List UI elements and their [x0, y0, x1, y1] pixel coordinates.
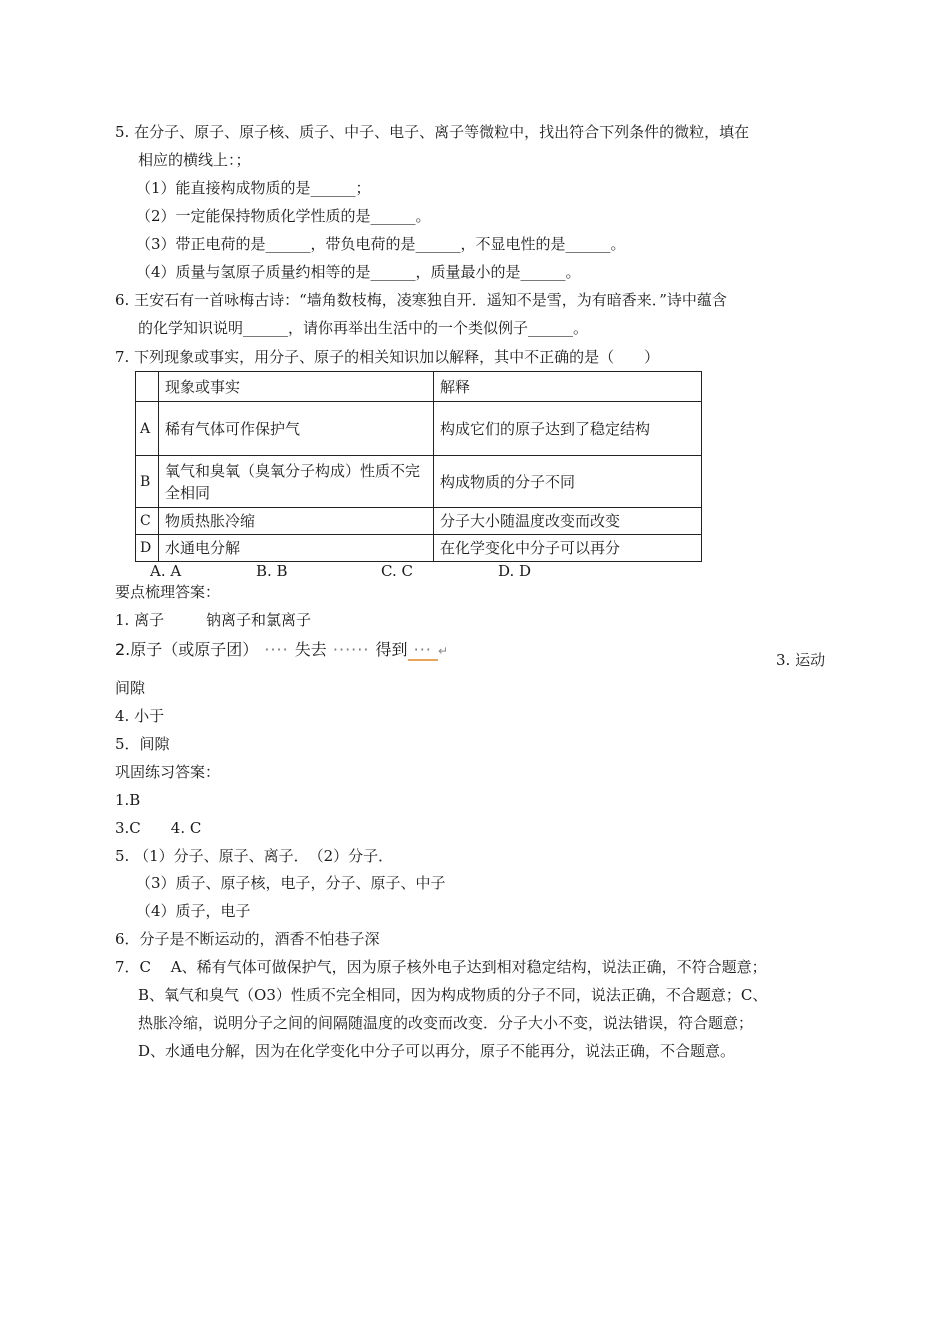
key-answer-4: 4. 小于	[115, 707, 165, 725]
option-d: D. D	[498, 562, 532, 580]
key-answer-2	[115, 640, 448, 661]
dot-leader: ······	[326, 640, 376, 659]
dot-leader: ···	[407, 640, 438, 659]
q5-sub-1: （1）能直接构成物质的是______；	[136, 179, 371, 197]
practice-answer-5b: （3）质子、原子核，电子，分子、原子、中子	[136, 874, 446, 892]
key-answer-1-num: 1. 离子	[115, 611, 165, 629]
key-answers-heading: 要点梳理答案：	[115, 583, 221, 601]
practice-answer-3-4: 3.C 4. C	[115, 819, 202, 837]
practice-answer-7a: 7．C A、稀有气体可做保护气，因为原子核外电子达到相对稳定结构，说法正确，不符合题意；	[115, 958, 767, 976]
table-row	[136, 508, 702, 535]
key-answer-3: 3. 运动	[776, 651, 826, 669]
q5-line-1: 5. 在分子、原子、原子核、质子、中子、电子、离子等微粒中，找出符合下列条件的微粒，填在	[115, 123, 750, 141]
practice-answer-6: 6．分子是不断运动的，酒香不怕巷子深	[115, 930, 380, 948]
row-letter: A	[136, 402, 159, 456]
option-a: A. A	[150, 562, 182, 580]
table-header-cell-fact: 现象或事实	[159, 372, 434, 402]
row-letter: C	[136, 508, 159, 535]
key-answer-2-part3: 得到	[375, 640, 408, 659]
row-letter: B	[136, 456, 159, 508]
practice-answers-heading: 巩固练习答案：	[115, 763, 221, 781]
key-answer-1-rest: 钠离子和氯离子	[206, 611, 312, 629]
table-header-cell-letter	[136, 372, 159, 402]
paragraph-mark-icon: ↵	[437, 644, 449, 658]
practice-answer-5a: 5. （1）分子、原子、离子． （2）分子．	[115, 847, 394, 865]
row-explain: 构成它们的原子达到了稳定结构	[434, 402, 702, 456]
q5-sub-2: （2）一定能保持物质化学性质的是______。	[136, 207, 431, 225]
row-fact: 水通电分解	[159, 535, 434, 562]
table-row	[136, 535, 702, 562]
practice-answer-5c: （4）质子，电子	[136, 902, 251, 920]
q7-stem: 7. 下列现象或事实，用分子、原子的相关知识加以解释，其中不正确的是（ ）	[115, 348, 660, 366]
row-letter: D	[136, 535, 159, 562]
key-answer-2-part2: 失去	[294, 640, 327, 659]
row-fact: 物质热胀冷缩	[159, 508, 434, 535]
q5-sub-3: （3）带正电荷的是______，带负电荷的是______，不显电性的是______。	[136, 235, 626, 253]
q7-table	[135, 371, 702, 562]
key-answer-3-cont: 间隙	[115, 679, 146, 697]
option-b: B. B	[256, 562, 288, 580]
row-explain: 在化学变化中分子可以再分	[434, 535, 702, 562]
q5-line-2: 相应的横线上：；	[138, 151, 251, 169]
key-answer-2-part1: 原子（或原子团）	[130, 640, 259, 659]
practice-answer-7c: 热胀冷缩，说明分子之间的间隔随温度的改变而改变．分子大小不变，说法错误，符合题意；	[138, 1014, 754, 1032]
q6-line-2: 的化学知识说明______，请你再举出生活中的一个类似例子______。	[138, 319, 589, 337]
key-answer-5: 5．间隙	[115, 735, 170, 753]
table-header-cell-explain: 解释	[434, 372, 702, 402]
row-fact: 氧气和臭氧（臭氧分子构成）性质不完全相同	[159, 456, 434, 508]
table-row	[136, 402, 702, 456]
q5-sub-4: （4）质量与氢原子质量约相等的是______，质量最小的是______。	[136, 263, 581, 281]
table-header-row	[136, 372, 702, 402]
row-explain: 构成物质的分子不同	[434, 456, 702, 508]
practice-answer-1: 1.B	[115, 791, 141, 809]
q6-line-1: 6. 王安石有一首咏梅古诗：“墙角数枝梅，凌寒独自开．遥知不是雪，为有暗香来．”诗中蕴含	[115, 291, 727, 309]
option-c: C. C	[381, 562, 413, 580]
row-explain: 分子大小随温度改变而改变	[434, 508, 702, 535]
row-fact: 稀有气体可作保护气	[159, 402, 434, 456]
practice-answer-7d: D、水通电分解，因为在化学变化中分子可以再分，原子不能再分，说法正确，不合题意。	[138, 1042, 736, 1060]
dot-leader: ····	[258, 640, 295, 659]
key-answer-2-num: 2.	[115, 640, 131, 659]
practice-answer-7b: B、氧气和臭气（O3）性质不完全相同，因为构成物质的分子不同，说法正确，不合题意；C、	[138, 986, 768, 1004]
table-row	[136, 456, 702, 508]
